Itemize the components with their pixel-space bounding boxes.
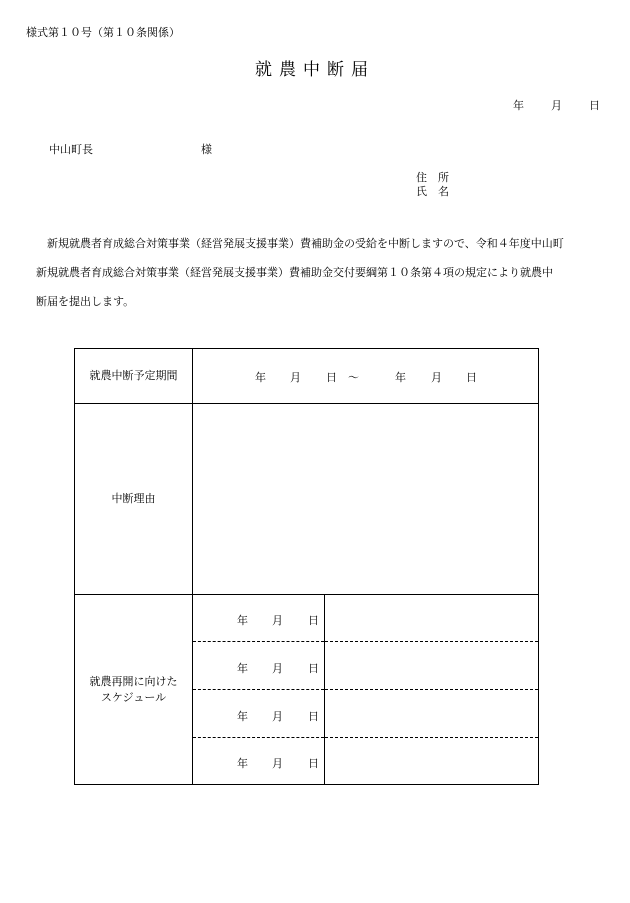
sender-name-label: 氏 名	[416, 185, 449, 198]
schedule-date-field[interactable]	[193, 738, 325, 785]
body-text	[36, 229, 606, 316]
sender-block	[416, 171, 449, 199]
schedule-detail-field[interactable]	[325, 690, 539, 738]
form-number: 様式第１０号（第１０条関係）	[26, 26, 180, 39]
period-separator: ～	[348, 371, 359, 384]
schedule-day: 日	[308, 661, 319, 675]
schedule-day: 日	[308, 709, 319, 723]
reason-label: 中断理由	[75, 404, 193, 595]
schedule-label-line: 就農再開に向けた	[89, 674, 178, 688]
schedule-month: 月	[272, 757, 283, 770]
period-start-year: 年	[255, 371, 266, 384]
date-day: 日	[589, 99, 600, 112]
period-end-month: 月	[431, 371, 442, 384]
schedule-detail-field[interactable]	[325, 738, 539, 785]
schedule-month: 月	[272, 614, 283, 627]
schedule-label-line: スケジュール	[100, 690, 167, 704]
reason-field[interactable]	[193, 404, 539, 595]
schedule-detail-field[interactable]	[325, 595, 539, 642]
addressee-name: 中山町長	[49, 143, 93, 156]
schedule-label	[75, 595, 193, 785]
period-end-year: 年	[395, 371, 406, 384]
schedule-date-field[interactable]	[193, 690, 325, 738]
body-line: 新規就農者育成総合対策事業（経営発展支援事業）費補助金の受給を中断しますので、令和４年度中山町	[47, 237, 564, 250]
document-title: 就農中断届	[255, 60, 375, 80]
sender-address-label: 住 所	[416, 171, 449, 184]
schedule-year: 年	[237, 661, 248, 675]
schedule-date-field[interactable]	[193, 642, 325, 690]
schedule-date-field[interactable]	[193, 595, 325, 642]
schedule-year: 年	[237, 709, 248, 723]
addressee-honorific: 様	[201, 143, 212, 156]
schedule-year: 年	[237, 614, 248, 627]
period-start-day: 日	[326, 371, 337, 384]
schedule-day: 日	[308, 614, 319, 627]
schedule-day: 日	[308, 757, 319, 770]
body-line: 新規就農者育成総合対策事業（経営発展支援事業）費補助金交付要綱第１０条第４項の規定により就農中	[36, 266, 553, 279]
period-end-day: 日	[466, 371, 477, 384]
period-field[interactable]	[193, 349, 539, 404]
date-year: 年	[513, 99, 524, 112]
schedule-month: 月	[272, 661, 283, 675]
schedule-year: 年	[237, 757, 248, 770]
period-start-month: 月	[290, 371, 301, 384]
application-form-table	[74, 348, 539, 785]
period-label: 就農中断予定期間	[75, 349, 193, 404]
schedule-detail-field[interactable]	[325, 642, 539, 690]
body-line: 断届を提出します。	[36, 295, 135, 308]
schedule-month: 月	[272, 709, 283, 723]
date-month: 月	[551, 99, 562, 112]
